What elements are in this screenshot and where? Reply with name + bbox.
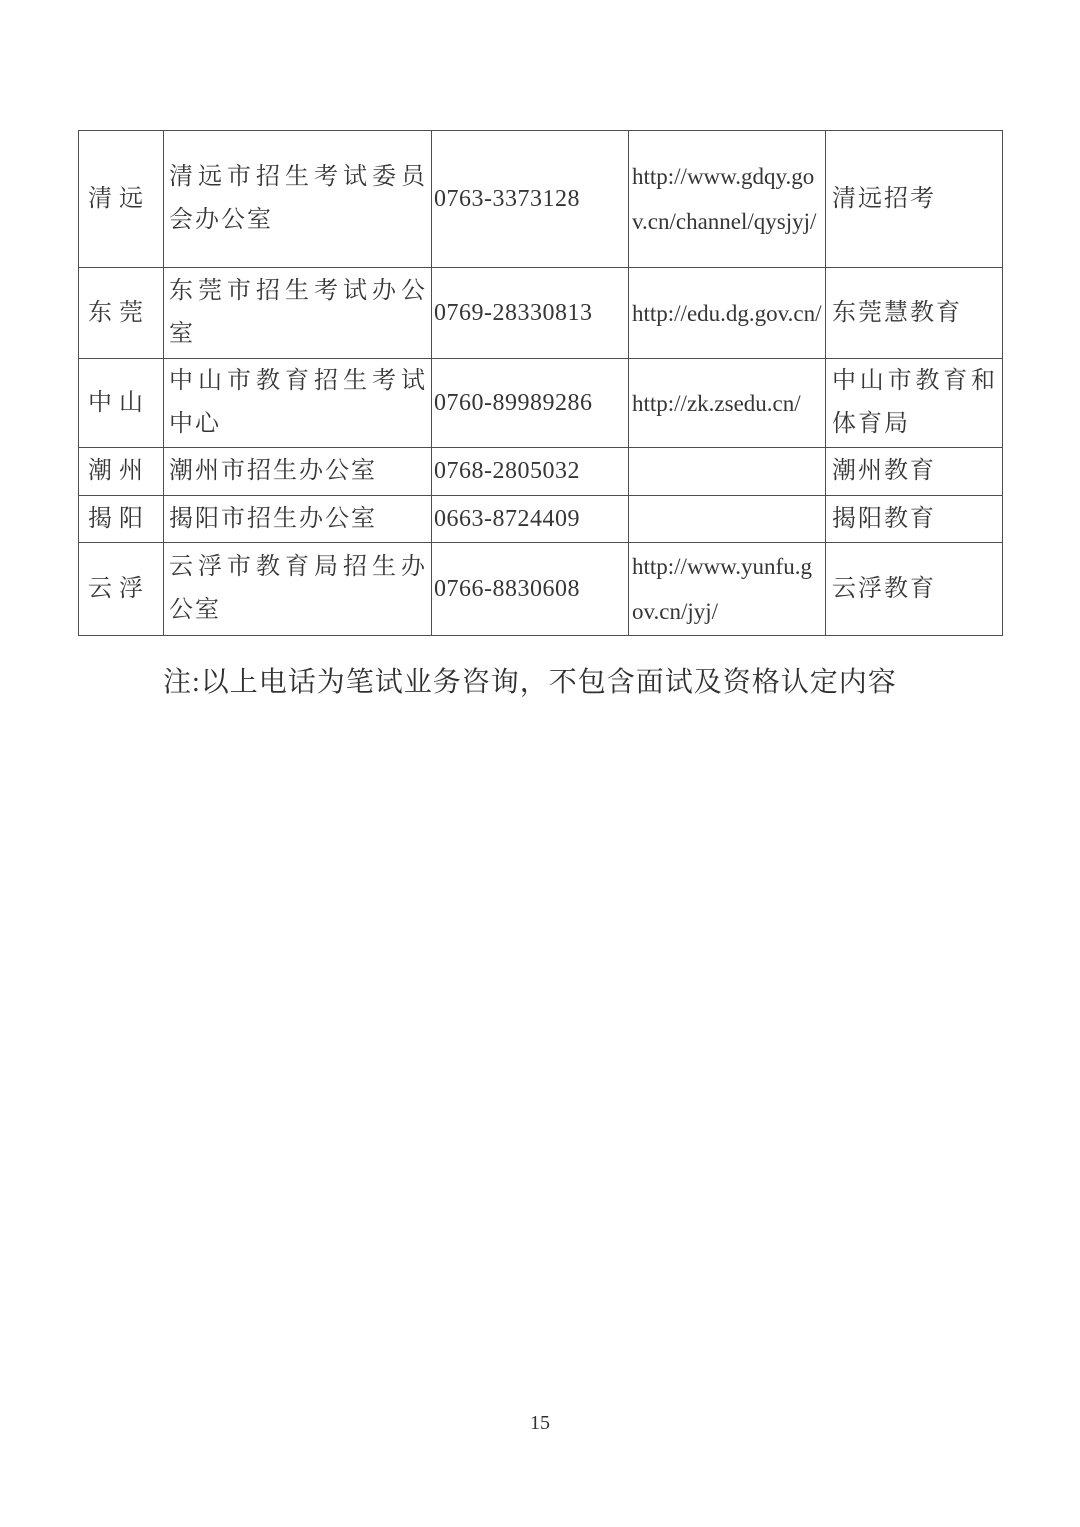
city-cell: 云浮 [79, 543, 164, 636]
page-number: 15 [530, 1412, 550, 1434]
city-cell: 中山 [79, 359, 164, 448]
phone-cell: 0769-28330813 [432, 268, 629, 359]
phone-cell: 0766-8830608 [432, 543, 629, 636]
city-cell: 清远 [79, 131, 164, 268]
city-cell: 东莞 [79, 268, 164, 359]
platform-cell: 潮州教育 [826, 448, 1003, 496]
table-row [79, 496, 1003, 543]
website-cell: http://edu.dg.gov.cn/ [629, 268, 826, 359]
table-row [79, 268, 1003, 359]
contact-table [78, 130, 1003, 636]
table-row [79, 448, 1003, 496]
website-cell: http://www.yunfu.gov.cn/jyj/ [629, 543, 826, 636]
phone-cell: 0763-3373128 [432, 131, 629, 268]
platform-cell: 揭阳教育 [826, 496, 1003, 543]
website-cell [629, 448, 826, 496]
footnote: 注:以上电话为笔试业务咨询，不包含面试及资格认定内容 [163, 667, 897, 698]
table-row [79, 359, 1003, 448]
platform-cell: 云浮教育 [826, 543, 1003, 636]
table-row [79, 543, 1003, 636]
phone-cell: 0663-8724409 [432, 496, 629, 543]
office-cell: 东莞市招生考试办公室 [164, 268, 432, 359]
phone-cell: 0768-2805032 [432, 448, 629, 496]
table-row [79, 131, 1003, 268]
website-cell: http://zk.zsedu.cn/ [629, 359, 826, 448]
website-cell [629, 496, 826, 543]
platform-cell: 东莞慧教育 [826, 268, 1003, 359]
city-cell: 潮州 [79, 448, 164, 496]
contact-table-body [79, 131, 1003, 636]
city-cell: 揭阳 [79, 496, 164, 543]
platform-cell: 清远招考 [826, 131, 1003, 268]
office-cell: 潮州市招生办公室 [164, 448, 432, 496]
website-cell: http://www.gdqy.gov.cn/channel/qysjyj/ [629, 131, 826, 268]
office-cell: 清远市招生考试委员会办公室 [164, 131, 432, 268]
platform-cell: 中山市教育和体育局 [826, 359, 1003, 448]
office-cell: 云浮市教育局招生办公室 [164, 543, 432, 636]
phone-cell: 0760-89989286 [432, 359, 629, 448]
office-cell: 揭阳市招生办公室 [164, 496, 432, 543]
office-cell: 中山市教育招生考试中心 [164, 359, 432, 448]
